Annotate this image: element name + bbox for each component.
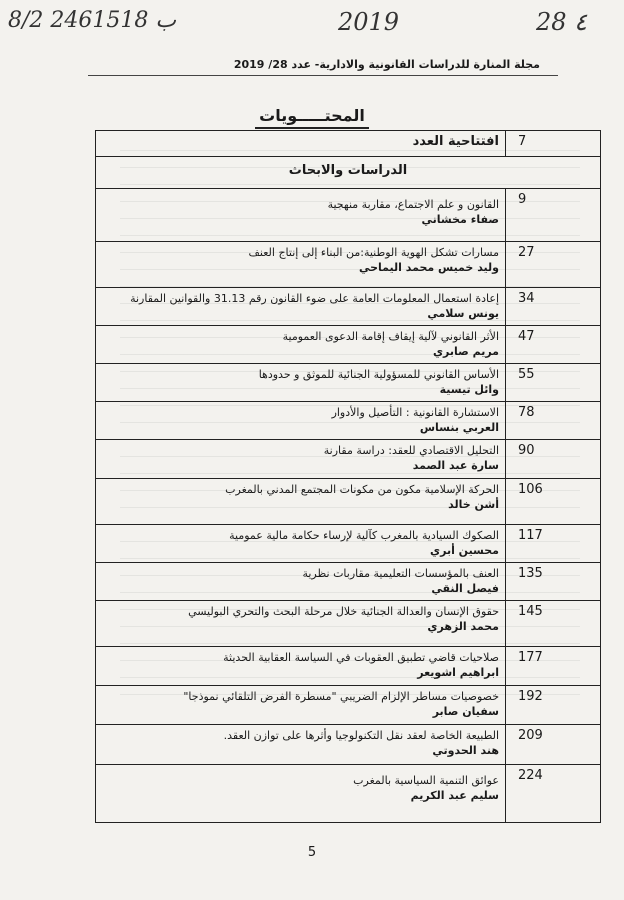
entry-page: 47 bbox=[506, 326, 601, 364]
page-number: 5 bbox=[307, 845, 317, 860]
entry-title: الصكوك السيادية بالمغرب كآلية لإرساء حكامة مالية عمومية bbox=[229, 529, 499, 542]
entry-page: 192 bbox=[506, 686, 601, 725]
entry-title: حقوق الإنسان والعدالة الجنائية خلال مرحلة البحث والتحري البوليسي bbox=[188, 605, 499, 618]
entry-author: وائل تيسية bbox=[439, 383, 499, 396]
section-row bbox=[96, 157, 601, 189]
journal-header: مجلة المنارة للدراسات القانونية والادارية- عدد 28/ 2019 bbox=[233, 58, 540, 71]
entry-page: 135 bbox=[506, 563, 601, 601]
toc-entry bbox=[96, 288, 601, 326]
toc-entry bbox=[96, 686, 601, 725]
handwritten-year: 2019 bbox=[338, 8, 400, 36]
entry-content bbox=[96, 288, 506, 326]
entry-author: صفاء مخشاني bbox=[421, 213, 499, 226]
entry-author: سليم عبد الكريم bbox=[410, 789, 499, 802]
entry-content bbox=[96, 647, 506, 686]
entry-page: 27 bbox=[506, 242, 601, 288]
entry-title: الحركة الإسلامية مكون من مكونات المجتمع المدني بالمغرب bbox=[225, 483, 499, 496]
entry-content bbox=[96, 402, 506, 440]
entry-title: مسارات تشكل الهوية الوطنية:من البناء إلى إنتاج العنف bbox=[248, 246, 499, 259]
entry-author: فيصل النقي bbox=[431, 582, 499, 595]
entry-title: التحليل الاقتصادي للعقد: دراسة مقارنة bbox=[323, 444, 499, 457]
entry-author: محمد الزهري bbox=[427, 620, 499, 633]
entry-title: عوائق التنمية السياسية بالمغرب bbox=[353, 774, 499, 787]
entry-title: القانون و علم الاجتماع، مقاربة منهجية bbox=[327, 198, 499, 211]
entry-content bbox=[96, 525, 506, 563]
entry-author: سفيان صابر bbox=[432, 705, 499, 718]
entry-page: 34 bbox=[506, 288, 601, 326]
entry-content bbox=[96, 242, 506, 288]
entry-page: 106 bbox=[506, 479, 601, 525]
entry-title: العنف بالمؤسسات التعليمية مقاربات نظرية bbox=[302, 567, 499, 580]
entry-title: إعادة استعمال المعلومات العامة على ضوء القانون رقم 31.13 والقوانين المقارنة bbox=[130, 292, 499, 305]
entry-content bbox=[96, 601, 506, 647]
entry-content bbox=[96, 326, 506, 364]
entry-content bbox=[96, 686, 506, 725]
toc-entry bbox=[96, 601, 601, 647]
entry-author: سارة عبد الصمد bbox=[412, 459, 499, 472]
toc-entry bbox=[96, 440, 601, 479]
entry-title: الاستشارة القانونية : التأصيل والأدوار bbox=[331, 406, 499, 419]
toc-entry bbox=[96, 765, 601, 823]
entry-page: 9 bbox=[506, 189, 601, 242]
entry-title: صلاحيات قاضي تطبيق العقوبات في السياسة العقابية الحديثة bbox=[223, 651, 499, 664]
entry-content bbox=[96, 563, 506, 601]
entry-content bbox=[96, 189, 506, 242]
entry-content bbox=[96, 440, 506, 479]
toc-entry bbox=[96, 326, 601, 364]
section-heading: الدراسات والابحاث bbox=[96, 157, 601, 189]
toc-entry bbox=[96, 364, 601, 402]
entry-author: مريم صابري bbox=[432, 345, 499, 358]
entry-title: الطبيعة الخاصة لعقد نقل التكنولوجيا وأثرها على توازن العقد. bbox=[223, 729, 499, 742]
toc-entry bbox=[96, 563, 601, 601]
entry-page: 224 bbox=[506, 765, 601, 823]
entry-content bbox=[96, 479, 506, 525]
opening-row bbox=[96, 131, 601, 157]
toc-entry bbox=[96, 725, 601, 765]
entry-content bbox=[96, 364, 506, 402]
entry-page: 209 bbox=[506, 725, 601, 765]
entry-content bbox=[96, 765, 506, 823]
header-rule bbox=[88, 75, 558, 76]
entry-author: العربي بنساس bbox=[419, 421, 499, 434]
toc-entry bbox=[96, 402, 601, 440]
entry-page: 177 bbox=[506, 647, 601, 686]
toc-entry bbox=[96, 242, 601, 288]
entry-author: محسين أبري bbox=[430, 544, 499, 557]
entry-page: 90 bbox=[506, 440, 601, 479]
entry-author: أشن خالد bbox=[448, 498, 499, 511]
entry-page: 55 bbox=[506, 364, 601, 402]
contents-title-text: المحتـــــويات bbox=[255, 106, 369, 129]
entry-author: هند الحدوتي bbox=[432, 744, 499, 757]
entry-title: الأساس القانوني للمسؤولية الجنائية للموثق و حدودها bbox=[258, 368, 499, 381]
entry-page: 145 bbox=[506, 601, 601, 647]
entry-author: وليد خميس محمد اليماحي bbox=[358, 261, 499, 274]
entry-page: 78 bbox=[506, 402, 601, 440]
toc-entry bbox=[96, 479, 601, 525]
contents-title bbox=[0, 106, 624, 125]
entry-page: 117 bbox=[506, 525, 601, 563]
entry-author: ابراهيم اشويعر bbox=[417, 666, 499, 679]
handwritten-issue: 28 ٤ bbox=[536, 8, 588, 36]
contents-table bbox=[95, 130, 601, 823]
opening-page: 7 bbox=[506, 131, 601, 157]
entry-content bbox=[96, 725, 506, 765]
opening-label: افتتاحية العدد bbox=[96, 131, 506, 157]
toc-entry bbox=[96, 647, 601, 686]
toc-entry bbox=[96, 525, 601, 563]
toc-entry bbox=[96, 189, 601, 242]
entry-title: الأثر القانوني لآلية إيقاف إقامة الدعوى العمومية bbox=[282, 330, 499, 343]
handwritten-reference: 8/2 ب 2461518 bbox=[8, 8, 177, 33]
entry-title: خصوصيات مساطر الإلزام الضريبي "مسطرة الفرض التلقائي نموذجا" bbox=[183, 690, 499, 703]
entry-author: يونس سلامي bbox=[427, 307, 499, 320]
